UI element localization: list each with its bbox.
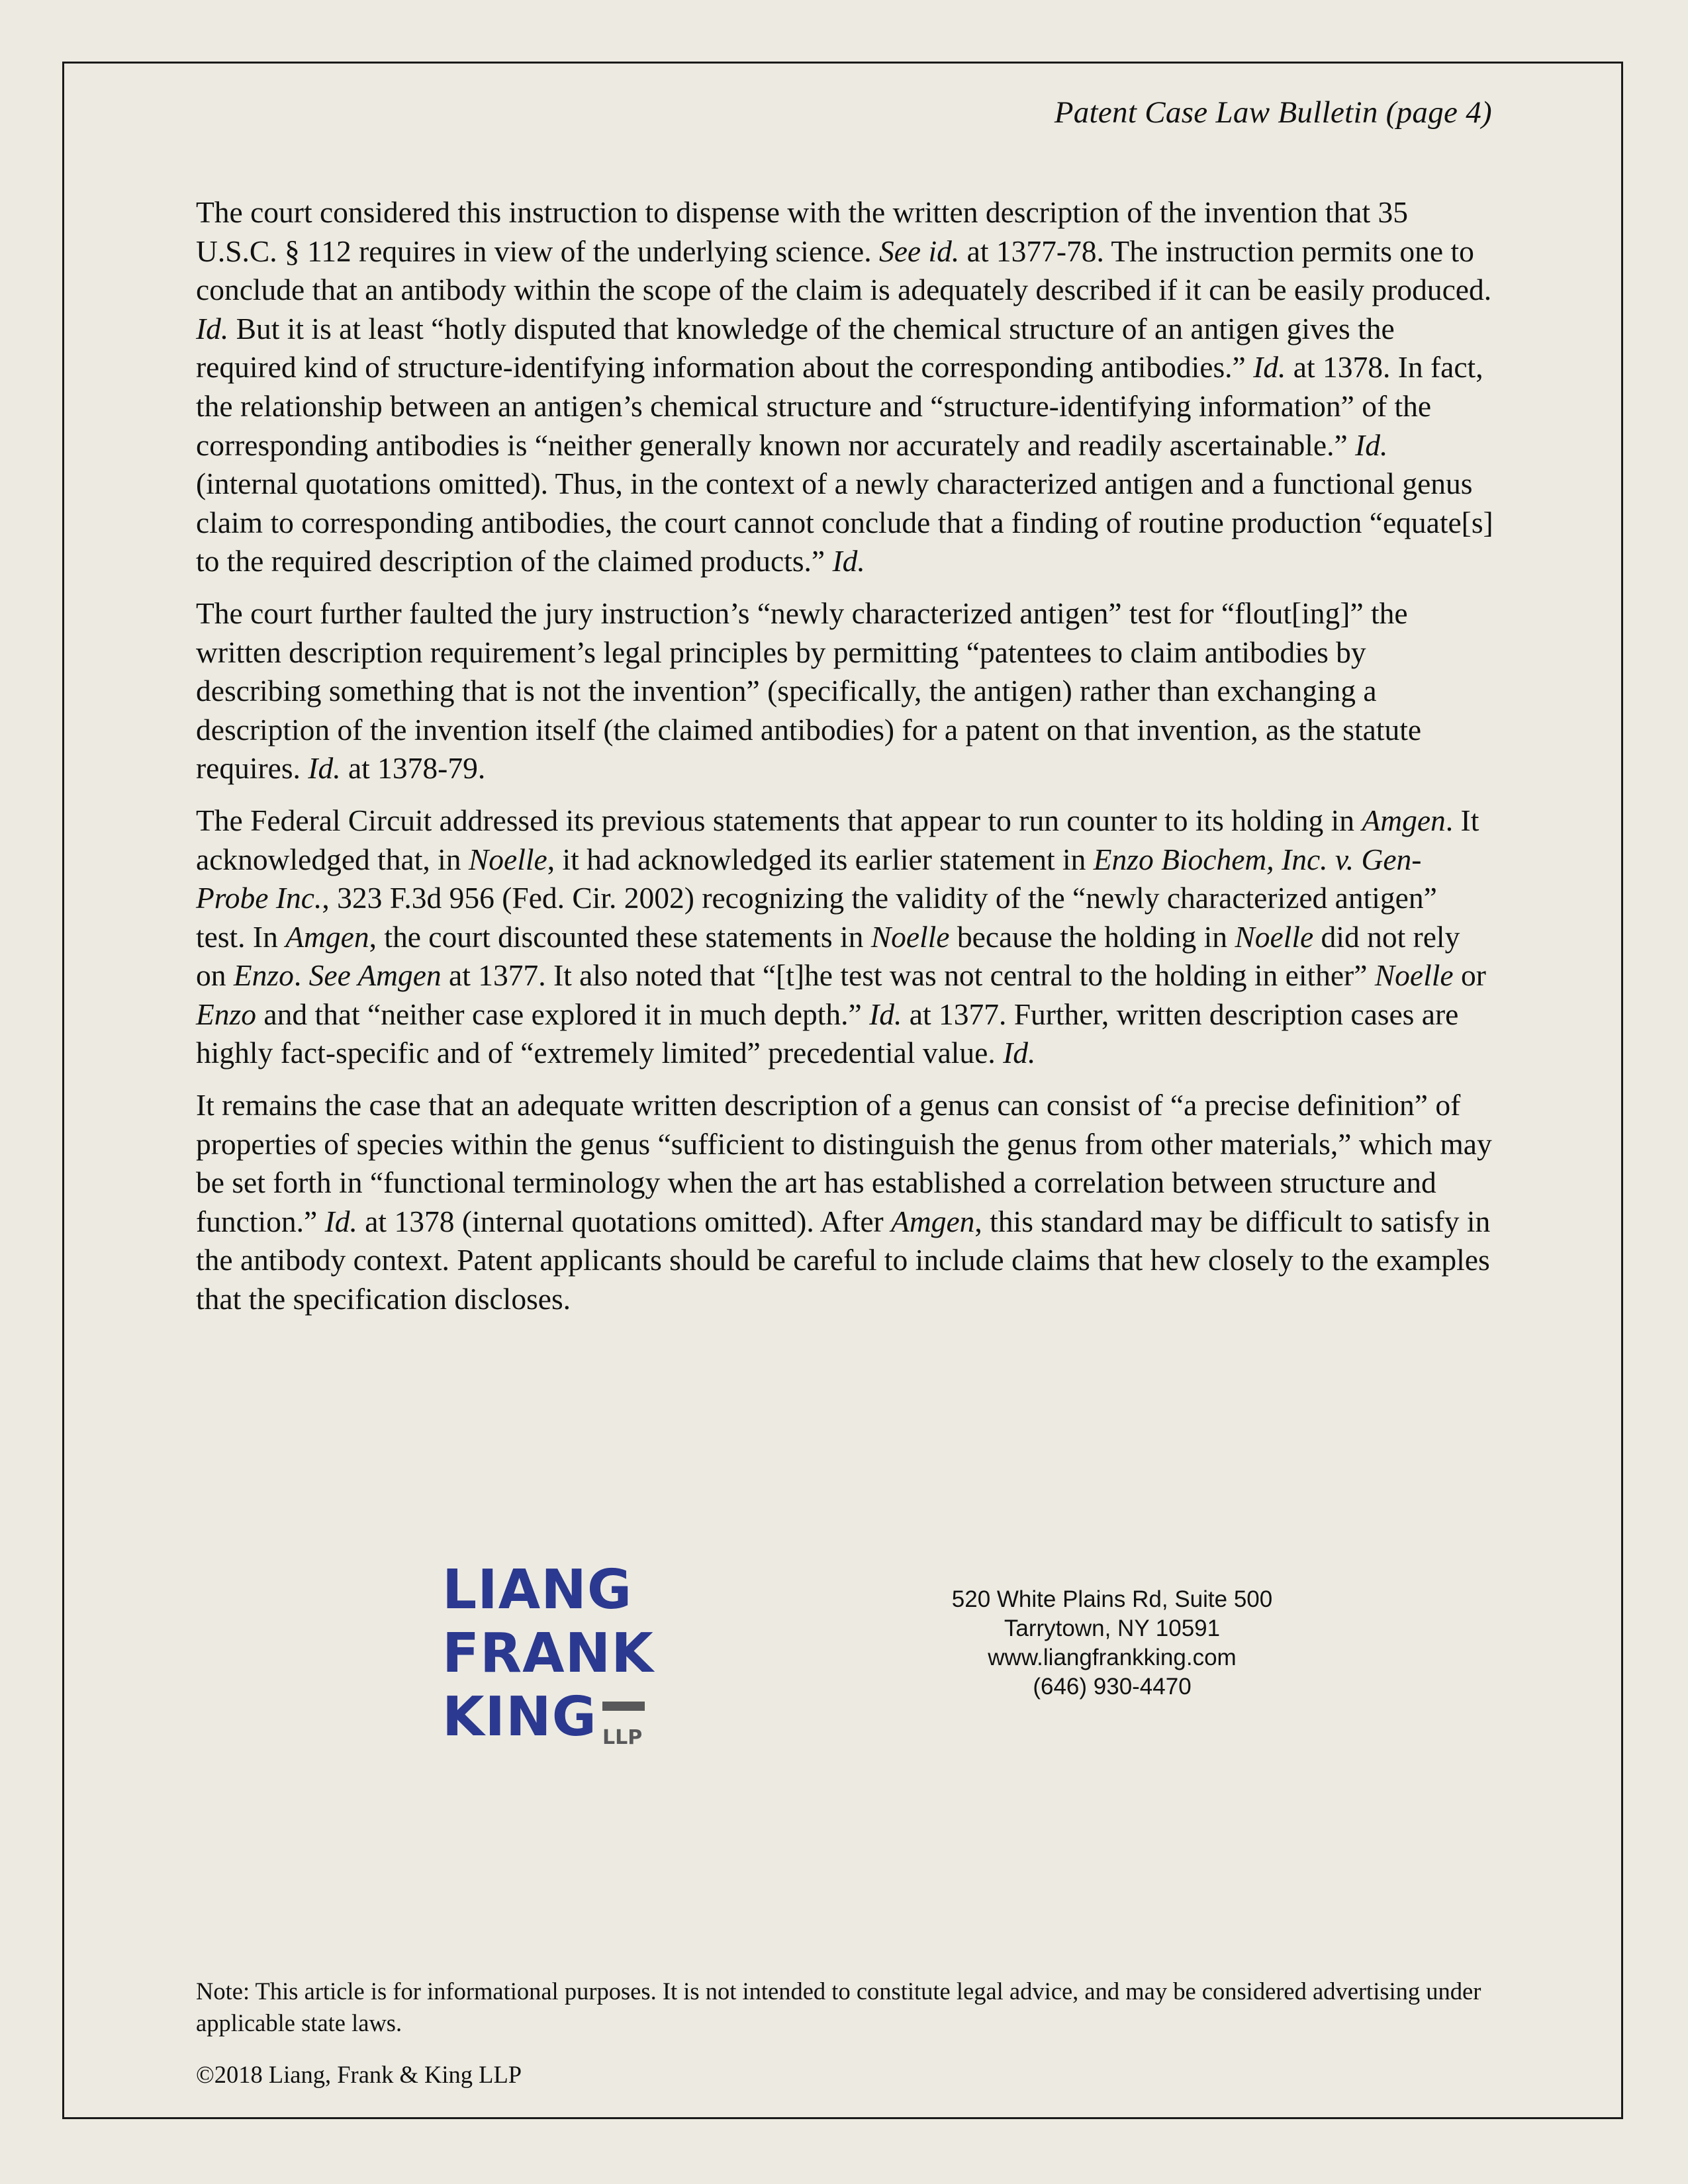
logo-line: FRANK	[442, 1622, 654, 1685]
text-run: , this standard may be difficult to satisfy in the antibody context. Patent applicants should be careful to include claims that hew closely to the examples that the specification discloses.	[196, 1204, 1491, 1316]
website-link[interactable]: www.liangfrankking.com	[988, 1645, 1237, 1670]
italic-citation: Id.	[1355, 428, 1388, 462]
text-run: at 1378-79.	[340, 751, 486, 786]
llp-mark	[602, 1696, 645, 1749]
text-run: . It acknowledged that, in	[196, 803, 1479, 876]
logo-line-last	[442, 1686, 654, 1749]
phone-number: (646) 930-4470	[1033, 1674, 1192, 1700]
paragraph	[196, 193, 1493, 581]
italic-citation: Id.	[832, 544, 865, 578]
text-run: But it is at least “hotly disputed that knowledge of the chemical structure of an antigen gives the required kind of structure-identifying information about the corresponding antibodies.”	[196, 311, 1395, 385]
text-run: , it had acknowledged its earlier statement in	[547, 842, 1094, 876]
text-run: at 1377. It also noted that “[t]he test was not central to the holding in either”	[441, 958, 1375, 993]
italic-citation: Id.	[324, 1204, 357, 1238]
contact-block	[914, 1585, 1311, 1702]
firm-logo	[442, 1559, 654, 1749]
paragraph	[196, 594, 1493, 788]
text-run: or	[1453, 958, 1486, 993]
italic-citation: Enzo	[233, 958, 294, 993]
text-run: , 323 F.3d 956 (Fed. Cir. 2002) recognizing the validity of the “newly characterized antigen” test. In	[196, 881, 1437, 954]
text-run: because the holding in	[949, 919, 1235, 954]
paragraph	[196, 1086, 1493, 1319]
italic-citation: Noelle	[468, 842, 547, 876]
italic-citation: See Amgen	[308, 958, 442, 993]
text-run: at 1378 (internal quotations omitted). After	[357, 1204, 892, 1238]
text-run: and that “neither case explored it in much depth.”	[256, 997, 870, 1031]
text-run: The Federal Circuit addressed its previous statements that appear to run counter to its holding in	[196, 803, 1362, 837]
italic-citation: Amgen	[891, 1204, 975, 1238]
text-run: did not rely on	[196, 919, 1460, 993]
italic-citation: Amgen	[1362, 803, 1446, 837]
logo-line-text: KING	[442, 1686, 597, 1749]
disclaimer-note: Note: This article is for informational purposes. It is not intended to constitute legal advice, and may be considered advertising under applicable state laws.	[196, 1978, 1481, 2036]
text-run: The court further faulted the jury instruction’s “newly characterized antigen” test for “flout[ing]” the written description requirement’s legal principles by permitting “patentees to claim antibodies by describing something that is not the invention” (specifically, the antigen) rather than exchanging a description of the invention itself (the claimed antibodies) for a patent on that invention, as the statute requires.	[196, 596, 1422, 786]
text-run: , the court discounted these statements in	[369, 919, 871, 954]
logo-line: LIANG	[442, 1559, 633, 1621]
text-run: It remains the case that an adequate written description of a genus can consist of “a precise definition” of properties of species within the genus “sufficient to distinguish the genus from other materials,” which may be set forth in “functional terminology when the art has established a correlation between structure and function.”	[196, 1088, 1492, 1238]
italic-citation: Id.	[869, 997, 902, 1031]
text-run: (internal quotations omitted). Thus, in the context of a newly characterized antigen and a functional genus claim to corresponding antibodies, the court cannot conclude that a finding of routine production “equate[s] to the required description of the claimed products.”	[196, 467, 1493, 578]
italic-citation: Enzo	[196, 997, 256, 1031]
running-header: Patent Case Law Bulletin (page 4)	[1054, 95, 1492, 130]
italic-citation: Id.	[196, 311, 229, 345]
italic-citation: Id.	[1003, 1036, 1036, 1070]
address-line-2: Tarrytown, NY 10591	[1004, 1615, 1221, 1641]
paragraph	[196, 801, 1493, 1073]
copyright: ©2018 Liang, Frank & King LLP	[196, 2061, 522, 2088]
llp-bar	[602, 1702, 645, 1711]
text-run: at 1377-78. The instruction permits one to conclude that an antibody within the scope of the claim is adequately described if it can be easily produced.	[196, 234, 1492, 307]
address-line-1: 520 White Plains Rd, Suite 500	[951, 1586, 1273, 1612]
text-run: at 1378. In fact, the relationship between an antigen’s chemical structure and “structure-identifying information” of the corresponding antibodies is “neither generally known nor accurately and readily ascertainable.”	[196, 350, 1483, 462]
italic-citation: Id.	[308, 751, 341, 786]
italic-citation: Id.	[1253, 350, 1286, 385]
llp-label: LLP	[602, 1726, 643, 1749]
article-body	[196, 193, 1493, 1332]
italic-citation: Noelle	[1374, 958, 1454, 993]
italic-citation: Noelle	[870, 919, 950, 954]
italic-citation: See id.	[878, 234, 960, 268]
text-run: at 1377. Further, written description cases are highly fact-specific and of “extremely limited” precedential value.	[196, 997, 1459, 1070]
italic-citation: Amgen	[285, 919, 369, 954]
text-run: .	[293, 958, 309, 993]
italic-citation: Noelle	[1235, 919, 1314, 954]
text-run: The court considered this instruction to dispense with the written description of the invention that 35 U.S.C. § 112 requires in view of the underlying science.	[196, 195, 1408, 268]
italic-citation: Enzo Biochem, Inc. v. Gen-Probe Inc.	[196, 842, 1422, 915]
